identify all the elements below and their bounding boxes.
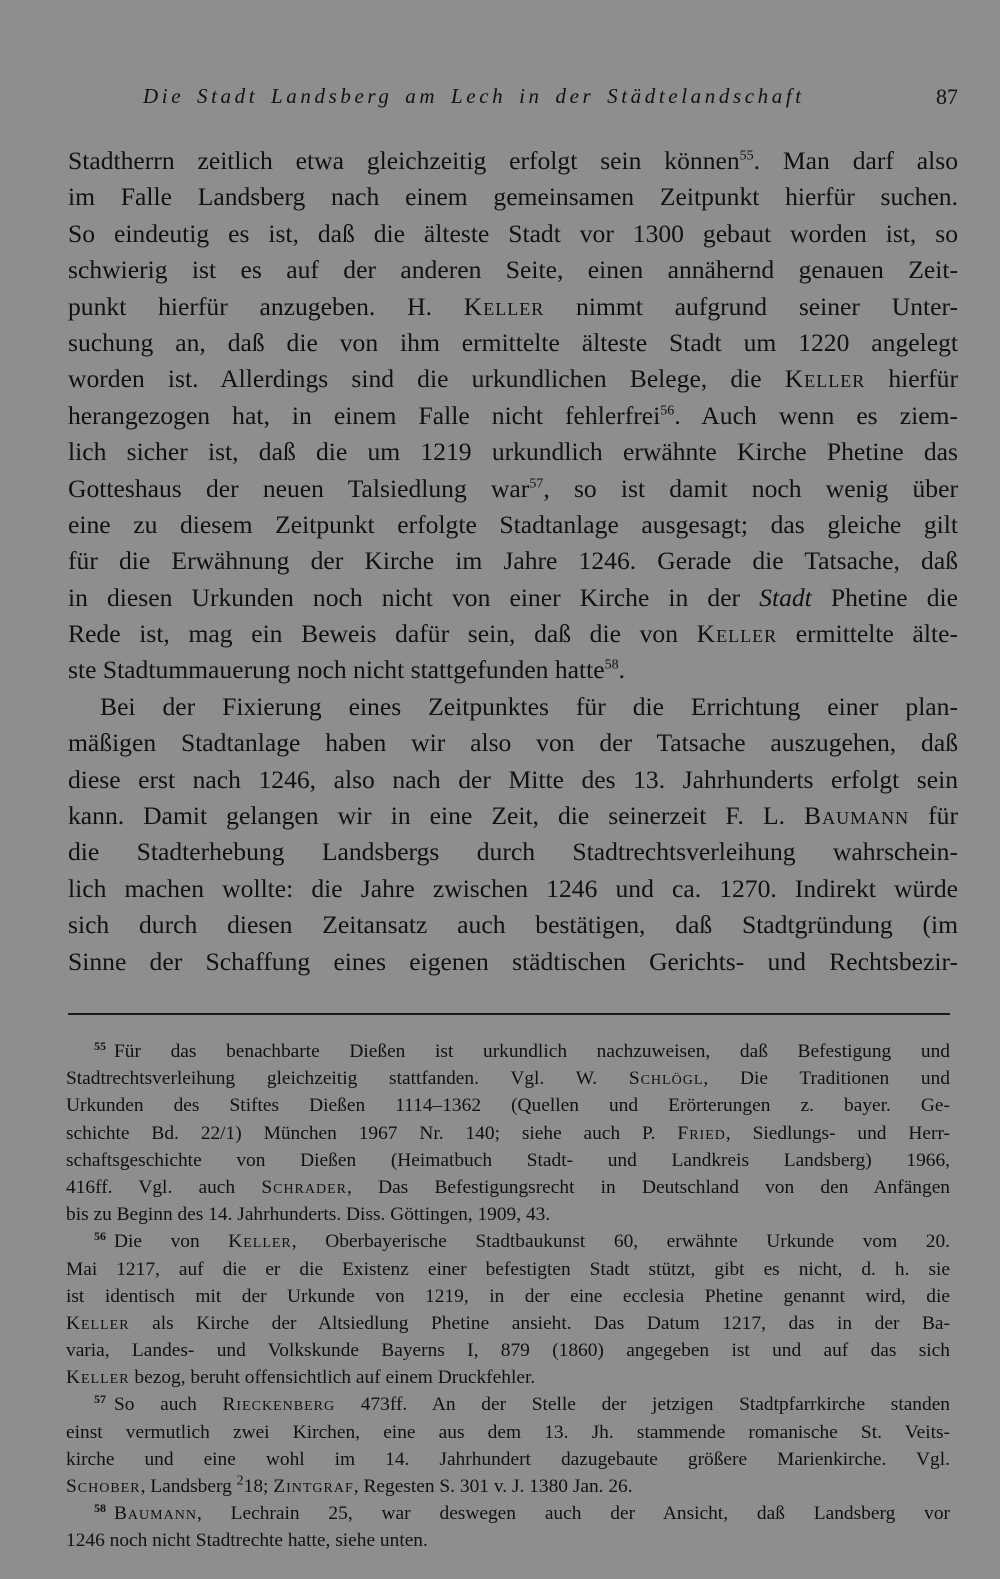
author-name: Baumann bbox=[804, 801, 910, 831]
footnote-line: ist identisch mit der Urkunde von 1219, in der eine ecclesia Phetine genannt wird, die bbox=[66, 1285, 950, 1307]
footnote-line: Schober, Landsberg $^2$18; Zintgraf, Regesten S. 301 v. J. 1380 Jan. 26. bbox=[66, 1473, 633, 1497]
running-header bbox=[143, 84, 958, 118]
footnote-56: $^{56}$ Die von Keller, Oberbayerische Stadtbaukunst 60, erwähnte Urkunde vom 20. bbox=[94, 1228, 950, 1253]
footnote-number: 58 bbox=[94, 1500, 106, 1515]
text-line: in diesen Urkunden noch nicht von einer Kirche in der Stadt Phetine die bbox=[68, 582, 958, 612]
text-line: lich sicher ist, daß die um 1219 urkundlich erwähnte Kirche Phetine das bbox=[68, 437, 958, 467]
main-text bbox=[68, 143, 958, 980]
footnote-line: varia, Landes- und Volkskunde Bayerns I, 879 (1860) angegeben ist und auf das sich bbox=[66, 1340, 950, 1362]
footnote-line: 416ff. Vgl. auch Schrader, Das Befestigungsrecht in Deutschland von den Anfängen bbox=[66, 1176, 950, 1198]
text-line: die Stadterhebung Landsbergs durch Stadtrechtsverleihung wahrschein- bbox=[68, 837, 958, 867]
text-line: im Falle Landsberg nach einem gemeinsamen Zeitpunkt hierfür suchen. bbox=[68, 182, 958, 212]
text-line: Stadtherrn zeitlich etwa gleichzeitig erfolgt sein können$^{55}$. Man darf also bbox=[68, 146, 959, 175]
text-line: Bei der Fixierung eines Zeitpunktes für die Errichtung einer plan- bbox=[100, 691, 958, 721]
footnote-line: Keller bezog, beruht offensichtlich auf einem Druckfehler. bbox=[66, 1367, 536, 1389]
footnote-ref[interactable]: 56 bbox=[660, 403, 675, 419]
text-line: lich machen wollte: die Jahre zwischen 1246 und ca. 1270. Indirekt würde bbox=[68, 873, 958, 903]
footnote-ref[interactable]: 58 bbox=[604, 657, 619, 673]
author-name: Keller bbox=[784, 364, 866, 394]
footnote-line: Keller als Kirche der Altsiedlung Phetine ansieht. Das Datum 1217, das in der Ba- bbox=[66, 1312, 950, 1334]
footnote-58: $^{58}$ Baumann, Lechrain 25, war deswegen auch der Ansicht, daß Landsberg vor bbox=[94, 1500, 950, 1525]
author-name: Keller bbox=[463, 291, 545, 321]
footnote-line: kirche und eine wohl im 14. Jahrhundert dazugebaute größere Marienkirche. Vgl. bbox=[66, 1448, 950, 1470]
footnote-line: bis zu Beginn des 14. Jahrhunderts. Diss. Göttingen, 1909, 43. bbox=[66, 1204, 551, 1226]
footnote-line: schichte Bd. 22/1) München 1967 Nr. 140; siehe auch P. Fried, Siedlungs- und Herr- bbox=[66, 1122, 950, 1144]
footnote-number: 56 bbox=[94, 1228, 106, 1243]
text-line: sich durch diesen Zeitansatz auch bestätigen, daß Stadtgründung (im bbox=[68, 910, 958, 940]
text-line: Sinne der Schaffung eines eigenen städtischen Gerichts- und Rechtsbezir- bbox=[68, 946, 958, 976]
footnote-line: 1246 noch nicht Stadtrechte hatte, siehe unten. bbox=[66, 1530, 428, 1552]
footnote-separator bbox=[68, 1013, 950, 1015]
text-line: suchung an, daß die von ihm ermittelte älteste Stadt um 1220 angelegt bbox=[68, 327, 958, 357]
text-line: für die Erwähnung der Kirche im Jahre 1246. Gerade die Tatsache, daß bbox=[68, 546, 958, 576]
footnote-number: 57 bbox=[94, 1391, 106, 1406]
footnote-line: Urkunden des Stiftes Dießen 1114–1362 (Quellen und Erörterungen z. bayer. Ge- bbox=[66, 1095, 950, 1117]
footnote-ref[interactable]: 55 bbox=[739, 148, 754, 164]
footnote-line: einst vermutlich zwei Kirchen, eine aus dem 13. Jh. stammende romanische St. Veits- bbox=[66, 1421, 950, 1443]
text-line: worden ist. Allerdings sind die urkundlichen Belege, die Keller hierfür bbox=[68, 364, 958, 394]
text-line: eine zu diesem Zeitpunkt erfolgte Stadtanlage ausgesagt; das gleiche gilt bbox=[68, 509, 958, 539]
emphasis: Stadt bbox=[759, 582, 812, 612]
author-name: Keller bbox=[696, 619, 778, 649]
text-line: diese erst nach 1246, also nach der Mitte des 13. Jahrhunderts erfolgt sein bbox=[68, 764, 958, 794]
text-line: So eindeutig es ist, daß die älteste Stadt vor 1300 gebaut worden ist, so bbox=[68, 218, 958, 248]
text-line: ste Stadtummauerung noch nicht stattgefunden hatte$^{58}$. bbox=[68, 655, 626, 685]
footnote-line: Stadtrechtsverleihung gleichzeitig stattfanden. Vgl. W. Schlögl, Die Traditionen und bbox=[66, 1068, 950, 1090]
footnote-line: Mai 1217, auf die er die Existenz einer befestigten Stadt stützt, gibt es nicht, d. h. sie bbox=[66, 1258, 950, 1280]
footnotes bbox=[66, 1038, 950, 1555]
text-line: Rede ist, mag ein Beweis dafür sein, daß die von Keller ermittelte älte- bbox=[68, 619, 958, 649]
running-title: Die Stadt Landsberg am Lech in der Städtelandschaft bbox=[143, 84, 805, 108]
text-line: Gotteshaus der neuen Talsiedlung war$^{57}$, so ist damit noch wenig über bbox=[68, 473, 958, 503]
text-line: kann. Damit gelangen wir in eine Zeit, die seinerzeit F. L. Baumann für bbox=[68, 801, 958, 831]
text-line: punkt hierfür anzugeben. H. Keller nimmt aufgrund seiner Unter- bbox=[68, 291, 958, 321]
footnote-57: $^{57}$ So auch Rieckenberg 473ff. An der Stelle der jetzigen Stadtpfarrkirche standen bbox=[94, 1391, 950, 1416]
page-number: 87 bbox=[936, 84, 958, 109]
text-line: mäßigen Stadtanlage haben wir also von der Tatsache auszugehen, daß bbox=[68, 728, 958, 758]
text-line: herangezogen hat, in einem Falle nicht fehlerfrei$^{56}$. Auch wenn es ziem- bbox=[68, 400, 958, 430]
text-line: schwierig ist es auf der anderen Seite, einen annähernd genauen Zeit- bbox=[68, 255, 958, 285]
footnote-number: 55 bbox=[94, 1038, 106, 1053]
footnote-55: $^{55}$ Für das benachbarte Dießen ist urkundlich nachzuweisen, daß Befestigung und bbox=[94, 1038, 950, 1062]
footnote-line: schaftsgeschichte von Dießen (Heimatbuch Stadt- und Landkreis Landsberg) 1966, bbox=[66, 1149, 950, 1171]
footnote-ref[interactable]: 57 bbox=[529, 475, 544, 491]
